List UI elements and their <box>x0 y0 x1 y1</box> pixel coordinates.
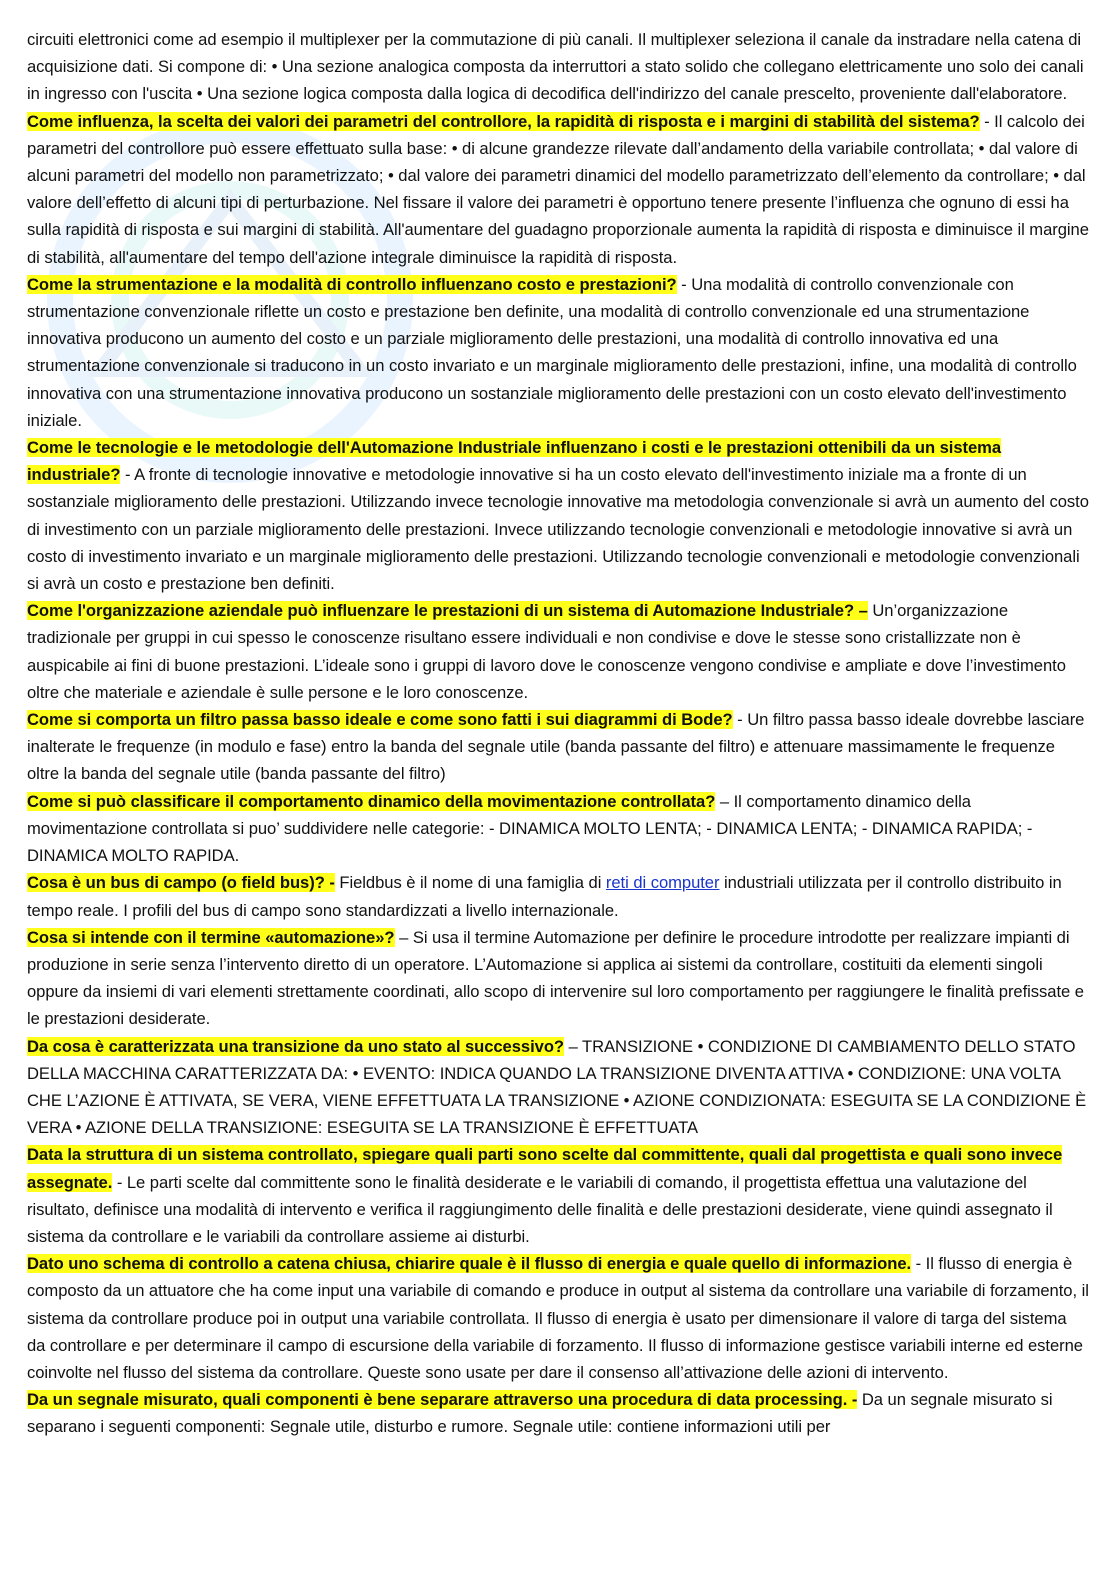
answer-text: - Il flusso di energia è composto da un attuatore che ha come input una variabile di comando e produce in output al sistema da controllare una variabile di forzamento, il sistema da controllare produce poi in output una variabile controllata. Il flusso di energia è usato per dimensionare il valore di targa del sistema da controllare e per determinare il campo di escursione della variabile di forzamento. Il flusso di informazione gestisce variabili interne ed esterne coinvolte nel flusso del sistema da controllare. Queste sono usate per dare il consenso all’attivazione delle azioni di intervento. <box>27 1254 1089 1382</box>
question-highlight: Come la strumentazione e la modalità di controllo influenzano costo e prestazioni? <box>27 274 677 294</box>
qa-fieldbus <box>27 869 1089 923</box>
answer-text: – TRANSIZIONE • CONDIZIONE DI CAMBIAMENTO DELLO STATO DELLA MACCHINA CARATTERIZZATA DA: • EVENTO: INDICA QUANDO LA TRANSIZIONE DIVENTA ATTIVA • CONDIZIONE: UNA VOLTA CHE L’AZIONE È ATTIVATA, SE VERA, VIENE EFFETTUATA LA TRANSIZIONE • AZIONE CONDIZIONATA: ESEGUITA SE LA CONDIZIONE È VERA • AZIONE DELLA TRANSIZIONE: ESEGUITA SE LA TRANSIZIONE È EFFETTUATA <box>27 1036 1087 1138</box>
qa-controller-parameters <box>27 108 1089 271</box>
qa-instrumentation-cost <box>27 271 1089 434</box>
qa-dynamic-behaviour <box>27 788 1089 870</box>
answer-text: - Le parti scelte dal committente sono le finalità desiderate e le variabili di comando, il progettista effettua una valutazione del risultato, definisce una modalità di intervento e verifica il raggiungimento delle finalità e delle prestazioni desiderate, viene quindi assegnato il sistema da controllare e le variabili da controllare assieme ai disturbi. <box>27 1172 1053 1246</box>
answer-text: industriali utilizzata per il controllo distribuito in tempo reale. I profili del bus di campo sono standardizzati a livello internazionale. <box>27 873 1062 920</box>
question-highlight: Dato uno schema di controllo a catena chiusa, chiarire quale è il flusso di energia e quale quello di informazione. <box>27 1254 912 1274</box>
question-highlight: Come le tecnologie e le metodologie dell'Automazione Industriale influenzano i costi e le prestazioni ottenibili da un sistema industriale? <box>27 438 1002 485</box>
computer-networks-link[interactable]: reti di computer <box>605 873 720 893</box>
answer-text: – Il comportamento dinamico della movimentazione controllata si puo’ suddividere nelle categorie: - DINAMICA MOLTO LENTA; - DINAMICA LENTA; - DINAMICA RAPIDA; - DINAMICA MOLTO RAPIDA. <box>27 791 1033 866</box>
question-highlight: Come si può classificare il comportamento dinamico della movimentazione controllata? <box>27 791 716 811</box>
qa-controlled-system-structure <box>27 1141 1089 1250</box>
answer-text: - Un filtro passa basso ideale dovrebbe lasciare inalterate le frequenze (in modulo e fase) entro la banda del segnale utile (banda passante del filtro) e attenuare massimamente le frequenze oltre la banda del segnale utile (banda passante del filtro) <box>27 710 1085 784</box>
question-highlight: Come l'organizzazione aziendale può influenzare le prestazioni di un sistema di Automazione Industriale? – <box>27 601 868 621</box>
qa-technologies-methodologies <box>27 434 1089 597</box>
answer-text: Fieldbus è il nome di una famiglia di <box>334 873 606 893</box>
answer-text: – Si usa il termine Automazione per definire le procedure introdotte per realizzare impianti di produzione in serie senza l’intervento diretto di un operatore. L’Automazione si applica ai sistemi da controllare, costituiti da elementi singoli oppure da insiemi di vari elementi strettamente coordinati, allo scopo di intervenire sul loro comportamento per raggiungere le finalità prefissate e le prestazioni desiderate. <box>27 927 1084 1029</box>
answer-text: circuiti elettronici come ad esempio il multiplexer per la commutazione di più canali. Il multiplexer seleziona il canale da instradare nella catena di acquisizione dati. Si compone di: • Una sezione analogica composta da interruttori a stato solido che collegano elettricamente uno solo dei canali in ingresso con l'uscita • Una sezione logica composta dalla logica di decodifica dell'indirizzo del canale prescelto, proveniente dall'elaboratore. <box>27 30 1084 104</box>
answer-text: Da un segnale misurato si separano i seguenti componenti: Segnale utile, disturbo e rumore. Segnale utile: contiene informazioni utili per <box>27 1390 1053 1437</box>
qa-state-transition <box>27 1033 1089 1142</box>
answer-text: - Una modalità di controllo convenzionale con strumentazione convenzionale riflette un costo e prestazione ben definite, una modalità di controllo convenzionale ed una strumentazione innovativa producono un aumento del costo e un parziale miglioramento delle prestazioni, una modalità di controllo innovativa ed una strumentazione convenzionale si traducono in un costo invariato e un marginale miglioramento delle prestazioni, infine, una modalità di controllo innovativa con una strumentazione innovativa producono un sostanziale miglioramento delle prestazioni con un costo elevato dell'investimento iniziale. <box>27 274 1077 430</box>
answer-text: - A fronte di tecnologie innovative e metodologie innovative si ha un costo elevato dell'investimento iniziale ma a fronte di un sostanziale miglioramento delle prestazioni. Utilizzando invece tecnologie innovative ma metodologia convenzionale si avrà un aumento del costo di investimento con un parziale miglioramento delle prestazioni. Invece utilizzando tecnologie convenzionali e metodologie innovative si avrà un costo di investimento invariato e un marginale miglioramento delle prestazioni. Utilizzando tecnologie convenzionali e metodologie convenzionali si avrà un costo e prestazione ben definiti. <box>27 465 1089 594</box>
question-highlight: Cosa è un bus di campo (o field bus)? - <box>27 873 335 893</box>
document-page <box>27 26 1089 1441</box>
answer-text: - Il calcolo dei parametri del controllore può essere effettuato sulla base: • di alcune grandezze rilevate dall’andamento della variabile controllata; • dal valore di alcuni parametri del modello non parametrizzato; • dal valore dei parametri dinamici del modello parametrizzato dell’elemento da controllare; • dal valore dell’effetto di alcuni tipi di perturbazione. Nel fissare il valore dei parametri è opportuno tenere presente l’influenza che ognuno di essi ha sulla rapidità di risposta e sui margini di stabilità. All'aumentare del guadagno proporzionale aumenta la rapidità di risposta e diminuisce il margine di stabilità, all'aumentare del tempo dell'azione integrale diminuisce la rapidità di risposta. <box>27 111 1089 267</box>
question-highlight: Come influenza, la scelta dei valori dei parametri del controllore, la rapidità di risposta e i margini di stabilità del sistema? <box>27 111 980 131</box>
question-highlight: Come si comporta un filtro passa basso ideale e come sono fatti i sui diagrammi di Bode? <box>27 710 733 730</box>
paragraph-multiplexer <box>27 26 1089 108</box>
qa-closed-loop-flows <box>27 1250 1089 1386</box>
qa-automation-definition <box>27 924 1089 1033</box>
question-highlight: Data la struttura di un sistema controllato, spiegare quali parti sono scelte dal committente, quali dal progettista e quali sono invece assegnate. <box>27 1145 1063 1192</box>
qa-data-processing <box>27 1386 1089 1440</box>
question-highlight: Cosa si intende con il termine «automazione»? <box>27 927 395 947</box>
qa-organization <box>27 597 1089 706</box>
qa-low-pass-filter <box>27 706 1089 788</box>
question-highlight: Da cosa è caratterizzata una transizione da uno stato al successivo? <box>27 1036 565 1056</box>
question-highlight: Da un segnale misurato, quali componenti è bene separare attraverso una procedura di data processing. - <box>27 1390 858 1410</box>
answer-text: Un’organizzazione tradizionale per gruppi in cui spesso le conoscenze risultano essere individuali e non condivise e dove le stesse sono cristallizzate non è auspicabile ai fini di buone prestazioni. L’ideale sono i gruppi di lavoro dove le conoscenze vengono condivise e ampliate e dove l’investimento oltre che materiale e aziendale è sulle persone e le loro conoscenze. <box>27 601 1066 702</box>
